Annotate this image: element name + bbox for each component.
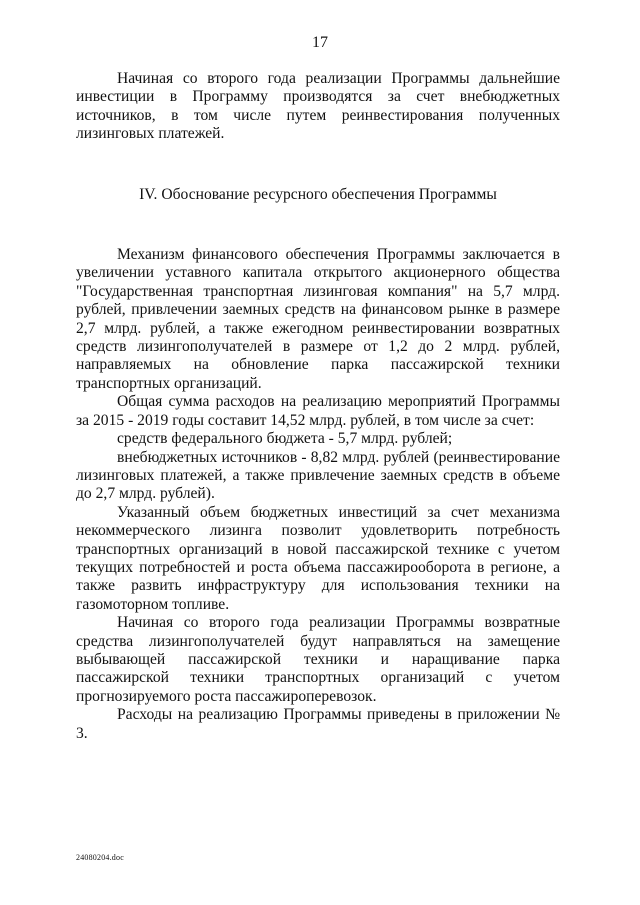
page-number: 17 [312, 34, 328, 51]
paragraph-investment-effect: Указанный объем бюджетных инвестиций за счет механизма некоммерческого лизинга позволит удовлетворить потребность транспортных организаций в новой пассажирской технике с учетом текущих потребностей и роста объема пассажирооборота в регионе, а также развить инфраструктуру для использования техники на газомоторном топливе. [76, 503, 560, 613]
section-heading: IV. Обоснование ресурсного обеспечения Программы [139, 185, 497, 203]
paragraph-appendix-reference: Расходы на реализацию Программы приведены в приложении № 3. [76, 706, 560, 742]
document-body [76, 70, 560, 743]
paragraph-total-expenses: Общая сумма расходов на реализацию мероприятий Программы за 2015 - 2019 годы составит 14,52 млрд. рублей, в том числе за счет: [76, 393, 560, 429]
paragraph-federal-budget: средств федерального бюджета - 5,7 млрд. рублей; [117, 430, 453, 448]
paragraph-funding-mechanism: Механизм финансового обеспечения Программы заключается в увеличении уставного капитала открытого акционерного общества "Государственная транспортная лизинговая компания" на 5,7 млрд. рублей, привлечении заемных средств на финансовом рынке в размере 2,7 млрд. рублей, а также ежегодном реинвестировании возвратных средств лизингополучателей в размере от 1,2 до 2 млрд. рублей, направляемых на обновление парка пассажирской техники транспортных организаций. [76, 246, 560, 392]
paragraph-extrabudgetary: внебюджетных источников - 8,82 млрд. рублей (реинвестирование лизинговых платежей, а также привлечение заемных средств в объеме до 2,7 млрд. рублей). [76, 448, 560, 503]
footer-file-code: 24080204.doc [76, 853, 124, 862]
intro-paragraph: Начиная со второго года реализации Программы дальнейшие инвестиции в Программу производятся за счет внебюджетных источников, в том числе путем реинвестирования полученных лизинговых платежей. [76, 70, 560, 143]
paragraph-returned-funds: Начиная со второго года реализации Программы возвратные средства лизингополучателей будут направляться на замещение выбывающей пассажирской техники и наращивание парка пассажирской техники транспортных организаций с учетом прогнозируемого роста пассажироперевозок. [76, 614, 560, 705]
